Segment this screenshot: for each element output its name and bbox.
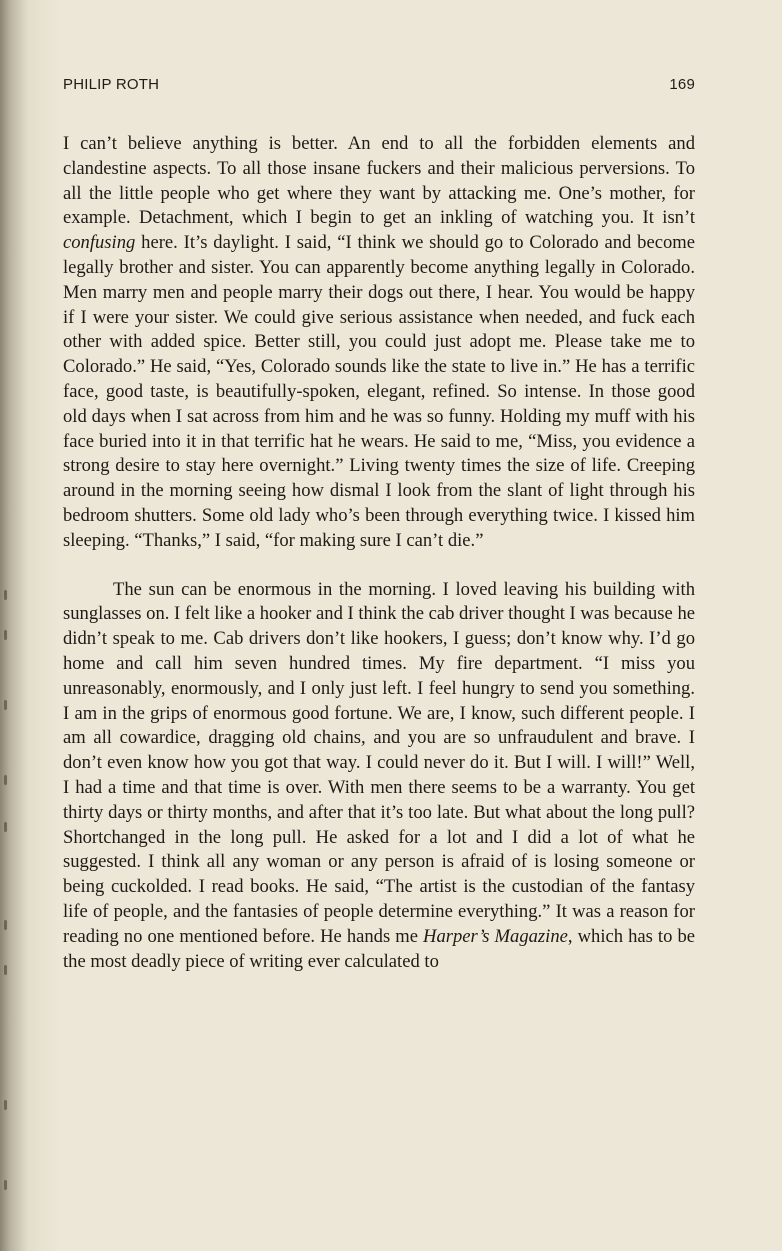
binding-gutter [0, 560, 14, 1240]
paragraph-1-rest: here. It’s daylight. I said, “I think we should go to Colorado and become legally brother and sister. You can apparently become anything legally in Colorado. Men marry men and people marry their dogs out there, I hear. You would be happy if I were your sister. We could give serious assistance when needed, and fuck each other with added spice. Better still, you could just adopt me. Please take me to Colorado.” He said, “Yes, Colorado sounds like the state to live in.” He has a terrific face, good taste, is beautifully-spoken, elegant, refined. So intense. In those good old days when I sat across from him and he was so funny. Holding my muff with his face buried into it in that terrific hat he wears. He said to me, “Miss, you evidence a strong desire to stay here overnight.” Living twenty times the size of life. Creeping around in the morning seeing how dismal I look from the slant of light through his bedroom shutters. Some old lady who’s been through everything twice. I kissed him sleeping. “Thanks,” I said, “for making sure I can’t die.” [63, 232, 695, 551]
running-head-author: PHILIP ROTH [63, 76, 160, 93]
paragraph-2-rest: , which has to be the most deadly piece of writing ever calculated to [63, 925, 695, 972]
paragraph-2 [63, 578, 695, 975]
paragraph-1 [63, 132, 695, 554]
page-number: 169 [669, 76, 695, 93]
paragraph-1-emphasis: confusing [63, 232, 136, 254]
paragraph-2-text: The sun can be enormous in the morning. I loved leaving his building with sunglasses on. I felt like a hooker and I think the cab driver thought I was because he didn’t speak to me. Cab drivers don’t like hookers, I guess; don’t know why. I’d go home and call him seven hundred times. My fire department. “I miss you unreasonably, enormously, and I only just left. I feel hungry to send you something. I am in the grips of enormous good fortune. We are, I know, such different people. I am all cowardice, dragging old chains, and you are so unfraudulent and brave. I don’t even know how you got that way. I could never do it. But I will. I will!” Well, I had a time and that time is over. With men there seems to be a warranty. You get thirty days or thirty months, and after that it’s too late. But what about the long pull? Shortchanged in the long pull. He asked for a lot and I did a lot of what he suggested. I think all any woman or any person is afraid of is losing someone or being cuckolded. I read books. He said, “The artist is the custodian of the fantasy life of people, and the fantasies of people determine everything.” It was a reason for reading no one mentioned before. He hands me [63, 578, 695, 947]
running-head [63, 76, 695, 98]
body-text [63, 132, 695, 974]
paragraph-2-emphasis: Harper’s Magazine [423, 925, 568, 947]
paragraph-1-text: I can’t believe anything is better. An end to all the forbidden elements and clandestine aspects. To all those insane fuckers and their malicious perversions. To all the little people who get where they want by attacking me. One’s mother, for example. Detachment, which I begin to get an inkling of watching you. It isn’t [63, 133, 695, 229]
